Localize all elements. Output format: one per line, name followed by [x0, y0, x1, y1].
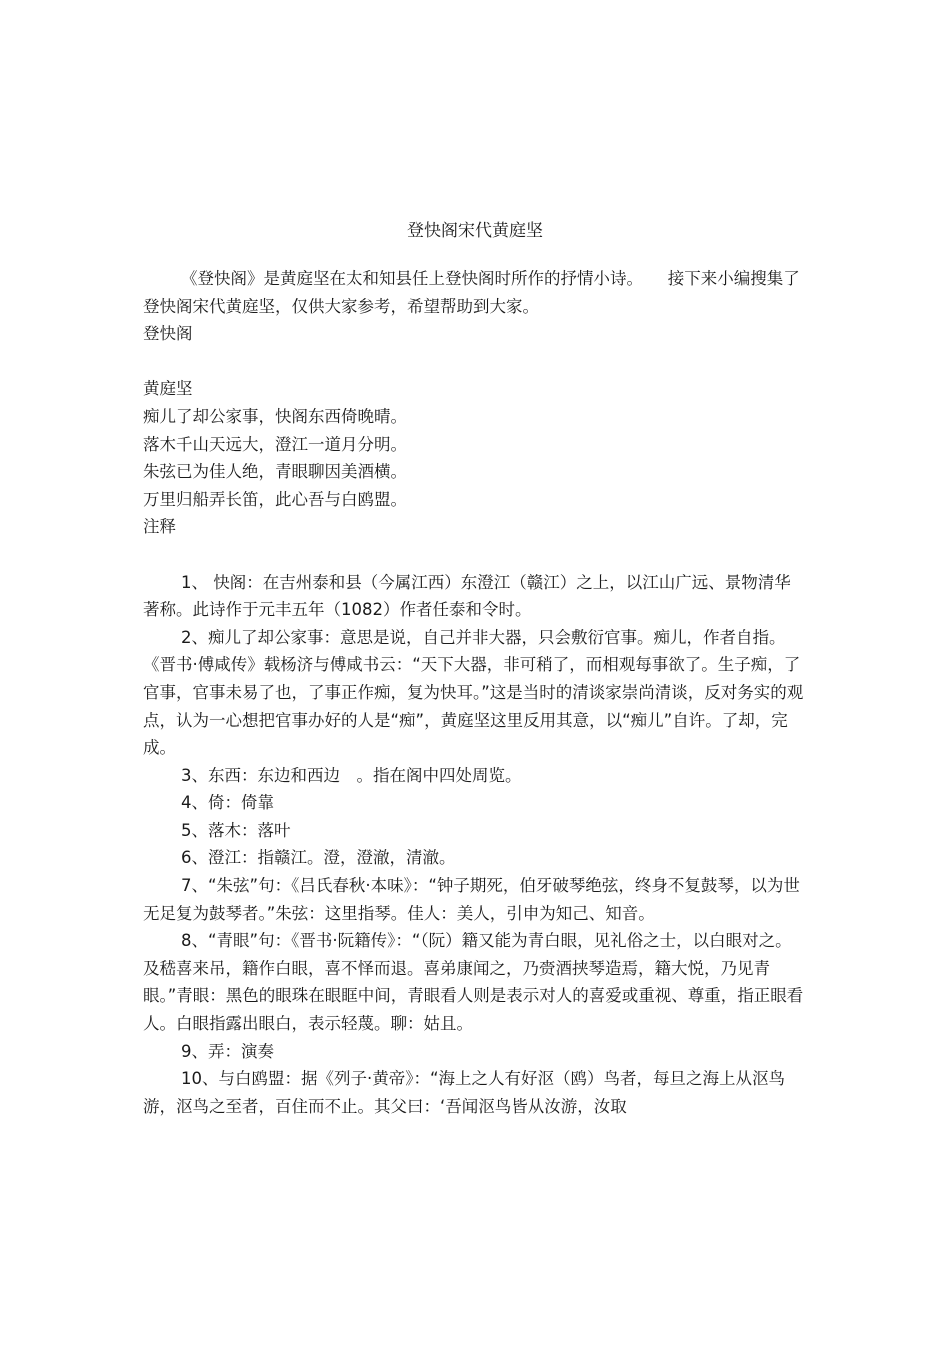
note-item: 6、澄江：指赣江。澄，澄澈，清澈。: [181, 848, 456, 868]
document-body: [143, 265, 805, 1120]
poem-line: 万里归船弄长笛，此心吾与白鸥盟。: [143, 489, 407, 509]
poem-line: 朱弦已为佳人绝，青眼聊因美酒横。: [143, 462, 407, 482]
note-item: 3、东西：东边和西边 。指在阁中四处周览。: [181, 765, 522, 785]
note-item: 2、痴儿了却公家事：意思是说，自己并非大器，只会敷衍官事。痴儿，作者自指。《晋书·傅咸传》载杨济与傅咸书云：“天下大器，非可稍了，而相观每事欲了。生子痴，了官事，官事未易了也，了事正作痴，复为快耳。”这是当时的清谈家崇尚清谈，反对务实的观点，认为一心想把官事办好的人是“痴”，黄庭坚这里反用其意，以“痴儿”自许。了却，完成。: [143, 627, 804, 758]
spacer: [143, 348, 805, 376]
page-title: 登快阁宋代黄庭坚: [407, 221, 543, 241]
poem-author: 黄庭坚: [143, 379, 193, 399]
poem-line: 痴儿了却公家事，快阁东西倚晚晴。: [143, 406, 407, 426]
note-item: 4、倚：倚靠: [181, 793, 274, 813]
note-item: 1、 快阁：在吉州泰和县（今属江西）东澄江（赣江）之上，以江山广远、景物清华著称。此诗作于元丰五年（1082）作者任泰和令时。: [143, 572, 791, 620]
notes-heading: 注释: [143, 517, 176, 537]
note-item: 7、“朱弦”句：《吕氏春秋·本味》：“钟子期死，伯牙破琴绝弦，终身不复鼓琴，以为世无足复为鼓琴者。”朱弦：这里指琴。佳人：美人，引申为知己、知音。: [143, 876, 800, 923]
note-item: 5、落木：落叶: [181, 820, 291, 840]
note-item: 8、“青眼”句：《晋书·阮籍传》：“（阮）籍又能为青白眼，见礼俗之士，以白眼对之。及嵇喜来吊，籍作白眼，喜不怿而退。喜弟康闻之，乃赍酒挟琴造焉，籍大悦，乃见青眼。”青眼：黑色的眼珠在眼眶中间，青眼看人则是表示对人的喜爱或重视、尊重，指正眼看人。白眼指露出眼白，表示轻蔑。聊：姑且。: [143, 931, 804, 1034]
note-item: 9、弄：演奏: [181, 1041, 274, 1061]
note-item: 10、与白鸥盟：据《列子·黄帝》：“海上之人有好沤（鸥）鸟者，每旦之海上从沤鸟游，沤鸟之至者，百住而不止。其父曰：‘吾闻沤鸟皆从汝游，汝取: [143, 1069, 786, 1116]
poem-line: 落木千山天远大，澄江一道月分明。: [143, 434, 407, 454]
poem-title: 登快阁: [143, 324, 193, 344]
spacer: [143, 541, 805, 569]
intro-paragraph: 《登快阁》是黄庭坚在太和知县任上登快阁时所作的抒情小诗。 接下来小编搜集了登快阁宋代黄庭坚，仅供大家参考，希望帮助到大家。: [143, 269, 800, 316]
